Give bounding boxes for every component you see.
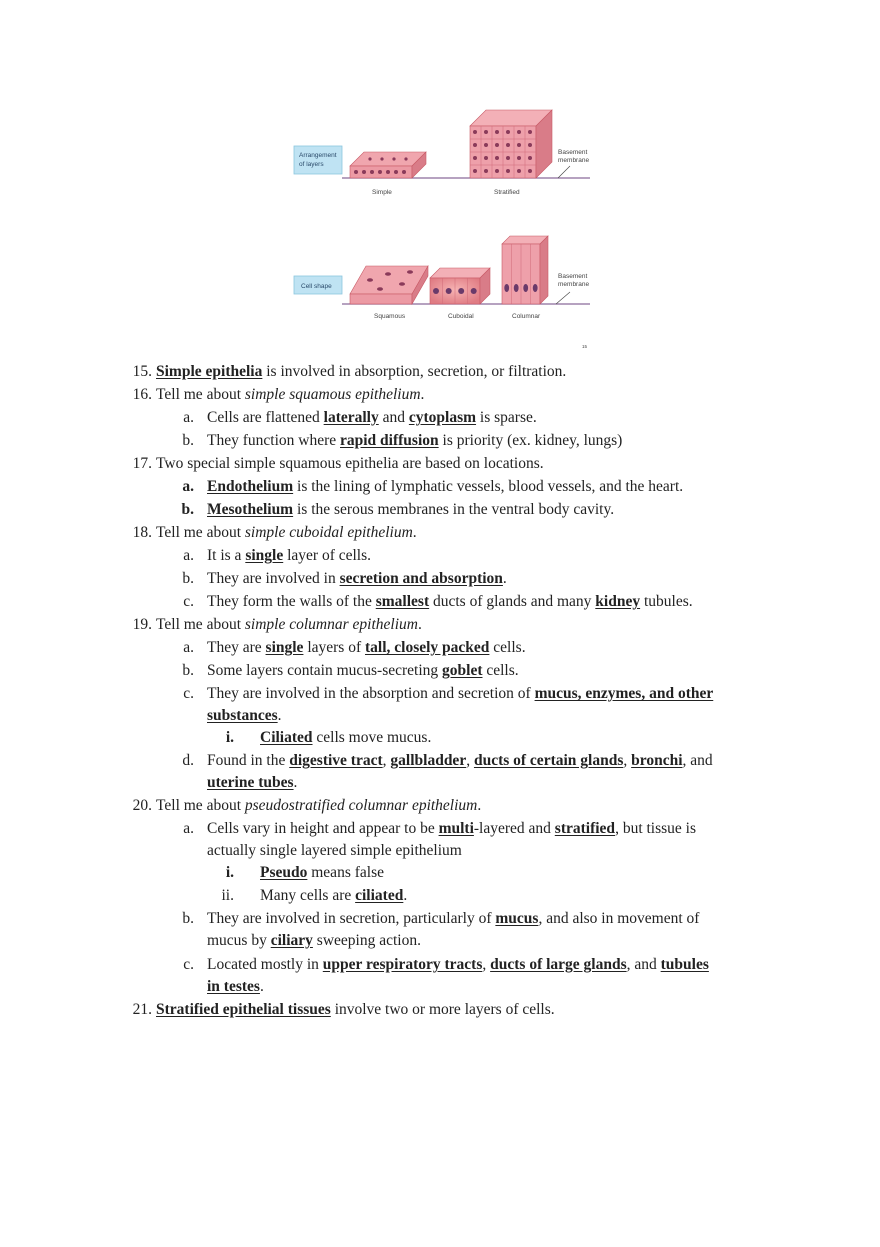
item-20b-text-1: They are involved in secretion, particularly of [207, 910, 496, 927]
item-19d [207, 751, 713, 771]
item-18-italic: simple cuboidal epithelium [244, 524, 413, 541]
item-16-number: 16. [132, 386, 152, 403]
item-17a [207, 477, 683, 497]
label-basement-bottom-1: Basement [558, 273, 588, 280]
columnar-block [502, 236, 548, 304]
item-19a-key-1: single [265, 639, 304, 656]
item-20aii-text-1: Many cells are [260, 887, 356, 904]
item-18a [207, 546, 371, 566]
cell-shape-box-text: Cell shape [301, 283, 332, 290]
item-20ai [260, 863, 384, 883]
item-20b-key-2: ciliary [270, 932, 313, 949]
arrangement-box [294, 146, 342, 174]
item-17-number: 17. [132, 455, 152, 472]
item-18c-key-2: kidney [595, 593, 641, 610]
item-16-text-1: Tell me about [156, 386, 245, 403]
label-columnar: Columnar [512, 313, 541, 320]
item-16-italic: simple squamous epithelium [244, 386, 421, 403]
item-19a-key-2: tall, closely packed [364, 639, 490, 656]
item-20-text-1: Tell me about [156, 797, 245, 814]
item-20b-text-3: mucus by [207, 932, 271, 949]
item-19-text-2: . [417, 616, 422, 633]
item-18-text-2: . [412, 524, 417, 541]
item-16a-key-1: laterally [323, 409, 379, 426]
item-17-text-1: Two special simple squamous epithelia are based on locations. [156, 455, 544, 472]
item-19a-text-1: They are [207, 639, 266, 656]
item-18-number: 18. [132, 524, 152, 541]
item-20c [207, 955, 709, 975]
item-20c-text-2: , [482, 956, 491, 973]
item-20b-cont [207, 931, 421, 951]
item-20a-text-2: -layered and [473, 820, 555, 837]
item-18c [207, 592, 693, 612]
item-20a-marker: a. [183, 820, 194, 837]
item-19b [207, 661, 519, 681]
item-20a-key-2: stratified [554, 820, 616, 837]
item-16b [207, 431, 622, 451]
item-20 [156, 796, 481, 816]
item-16a [207, 408, 537, 428]
item-20c-key-1: upper respiratory tracts [322, 956, 483, 973]
item-19c-marker: c. [183, 685, 194, 702]
item-17b [207, 500, 614, 520]
item-16a-text-1: Cells are flattened [207, 409, 324, 426]
item-17a-text-1: is the lining of lymphatic vessels, blood vessels, and the heart. [293, 478, 684, 495]
item-15 [156, 362, 566, 382]
item-19c-text-2: . [277, 707, 282, 724]
item-20aii-marker: ii. [221, 887, 234, 904]
item-20c-cont [207, 977, 264, 997]
item-19d-text-5: , and [682, 752, 713, 769]
item-16a-marker: a. [183, 409, 194, 426]
item-20aii-text-2: . [403, 887, 408, 904]
item-19d-key-4: bronchi [631, 752, 683, 769]
item-20b-text-4: sweeping action. [312, 932, 421, 949]
item-20c-text-4: . [259, 978, 264, 995]
item-19d-text-4: , [623, 752, 632, 769]
item-18c-key-1: smallest [375, 593, 430, 610]
item-20b-key-1: mucus [495, 910, 539, 927]
item-19d-key-3: ducts of certain glands [473, 752, 624, 769]
item-19b-text-1: Some layers contain mucus-secreting [207, 662, 443, 679]
item-19d-text-3: , [466, 752, 474, 769]
item-17b-text-1: is the serous membranes in the ventral body cavity. [293, 501, 615, 518]
item-19a [207, 638, 526, 658]
item-18b-text-2: . [502, 570, 507, 587]
item-20c-text-3: , and [626, 956, 661, 973]
item-19c-cont [207, 706, 282, 726]
stratified-epithelium-block [470, 110, 552, 178]
item-20c-key-4: in testes [207, 978, 260, 995]
item-19-number: 19. [132, 616, 152, 633]
item-16b-key-1: rapid diffusion [340, 432, 439, 449]
cell-shape-box [294, 276, 342, 294]
item-21-number: 21. [132, 1001, 152, 1018]
item-17a-marker: a. [182, 478, 194, 495]
item-19c-key-2: substances [207, 707, 278, 724]
item-21-text-1: involve two or more layers of cells. [330, 1001, 555, 1018]
cuboidal-block [430, 268, 490, 304]
item-19d-key-2: gallbladder [390, 752, 467, 769]
item-19-text-1: Tell me about [156, 616, 245, 633]
item-19ci [260, 728, 431, 748]
item-17b-key-1: Mesothelium [207, 501, 294, 518]
item-15-text-1: is involved in absorption, secretion, or filtration. [262, 363, 567, 380]
item-17 [156, 454, 544, 474]
item-17b-marker: b. [181, 501, 194, 518]
item-19d-cont [207, 773, 297, 793]
item-20c-key-3: tubules [660, 956, 709, 973]
item-19b-key-1: goblet [442, 662, 483, 679]
item-16b-text-2: is priority (ex. kidney, lungs) [438, 432, 623, 449]
label-basement-bottom-2: membrane [558, 281, 590, 288]
item-16b-text-1: They function where [207, 432, 340, 449]
item-18a-text-2: layer of cells. [283, 547, 372, 564]
item-16-text-2: . [420, 386, 425, 403]
item-19d-marker: d. [182, 752, 194, 769]
item-16a-key-2: cytoplasm [408, 409, 477, 426]
item-16a-text-2: and [378, 409, 409, 426]
item-19ci-marker: i. [225, 729, 234, 746]
label-squamous: Squamous [374, 313, 406, 320]
item-18 [156, 523, 417, 543]
item-18b [207, 569, 507, 589]
item-20a-key-1: multi [438, 820, 474, 837]
item-18a-text-1: It is a [207, 547, 246, 564]
item-20b [207, 909, 699, 929]
item-16b-marker: b. [182, 432, 194, 449]
epithelium-diagram-svg [290, 108, 596, 356]
item-19d-key-5: uterine tubes [207, 774, 294, 791]
arrangement-box-line2: of layers [299, 161, 324, 168]
item-20aii-key-1: ciliated [355, 887, 404, 904]
item-20b-marker: b. [182, 910, 194, 927]
item-18a-key-1: single [245, 547, 284, 564]
item-20aii [260, 886, 407, 906]
item-18c-text-2: ducts of glands and many [429, 593, 596, 610]
item-18b-key-1: secretion and absorption [339, 570, 503, 587]
item-19d-text-6: . [293, 774, 298, 791]
item-19c-text-1: They are involved in the absorption and secretion of [207, 685, 535, 702]
item-15-number: 15. [132, 363, 152, 380]
item-20b-text-2: , and also in movement of [538, 910, 700, 927]
item-20-text-2: . [477, 797, 482, 814]
item-20-italic: pseudostratified columnar epithelium [244, 797, 478, 814]
item-19c-key-1: mucus, enzymes, and other [534, 685, 714, 702]
label-stratified: Stratified [494, 189, 520, 196]
item-20c-marker: c. [183, 956, 194, 973]
item-20a-text-4: actually single layered simple epithelium [207, 842, 462, 859]
squamous-block [350, 266, 428, 304]
label-basement-top-1: Basement [558, 149, 588, 156]
item-18c-text-3: tubules. [640, 593, 693, 610]
item-20c-key-2: ducts of large glands [490, 956, 627, 973]
item-20-number: 20. [132, 797, 152, 814]
item-19a-text-2: layers of [303, 639, 365, 656]
item-17a-key-1: Endothelium [207, 478, 294, 495]
item-19b-marker: b. [182, 662, 194, 679]
item-19ci-key-1: Ciliated [260, 729, 313, 746]
figure-corner-note: 15 [582, 344, 588, 349]
item-19d-text-1: Found in the [207, 752, 290, 769]
label-cuboidal: Cuboidal [448, 313, 474, 320]
item-19b-text-2: cells. [482, 662, 519, 679]
item-20ai-key-1: Pseudo [260, 864, 308, 881]
item-18b-marker: b. [182, 570, 194, 587]
item-20a-cont [207, 841, 462, 861]
item-20ai-marker: i. [225, 864, 234, 881]
basement-bottom-pointer [556, 292, 570, 304]
item-20a-text-1: Cells vary in height and appear to be [207, 820, 439, 837]
item-15-key-1: Simple epithelia [156, 363, 263, 380]
epithelium-diagram [290, 108, 596, 356]
label-simple: Simple [372, 189, 392, 196]
basement-top-pointer [558, 166, 570, 178]
item-19-italic: simple columnar epithelium [244, 616, 418, 633]
item-19c [207, 684, 713, 704]
item-19ci-text-1: cells move mucus. [312, 729, 432, 746]
item-20c-text-1: Located mostly in [207, 956, 323, 973]
item-16a-text-3: is sparse. [476, 409, 537, 426]
item-18-text-1: Tell me about [156, 524, 245, 541]
item-19d-key-1: digestive tract [289, 752, 383, 769]
item-19d-text-2: , [382, 752, 391, 769]
item-20a [207, 819, 696, 839]
simple-epithelium-block [350, 152, 426, 178]
item-20ai-text-1: means false [307, 864, 384, 881]
item-21-key-1: Stratified epithelial tissues [156, 1001, 331, 1018]
item-18c-marker: c. [183, 593, 194, 610]
item-18b-text-1: They are involved in [207, 570, 340, 587]
item-19a-text-3: cells. [489, 639, 526, 656]
label-basement-top-2: membrane [558, 157, 590, 164]
item-19a-marker: a. [183, 639, 194, 656]
item-16 [156, 385, 424, 405]
item-18a-marker: a. [183, 547, 194, 564]
item-18c-text-1: They form the walls of the [207, 593, 376, 610]
arrangement-box-line1: Arrangement [299, 152, 337, 159]
item-20a-text-3: , but tissue is [615, 820, 697, 837]
item-21 [156, 1000, 555, 1020]
item-19 [156, 615, 422, 635]
